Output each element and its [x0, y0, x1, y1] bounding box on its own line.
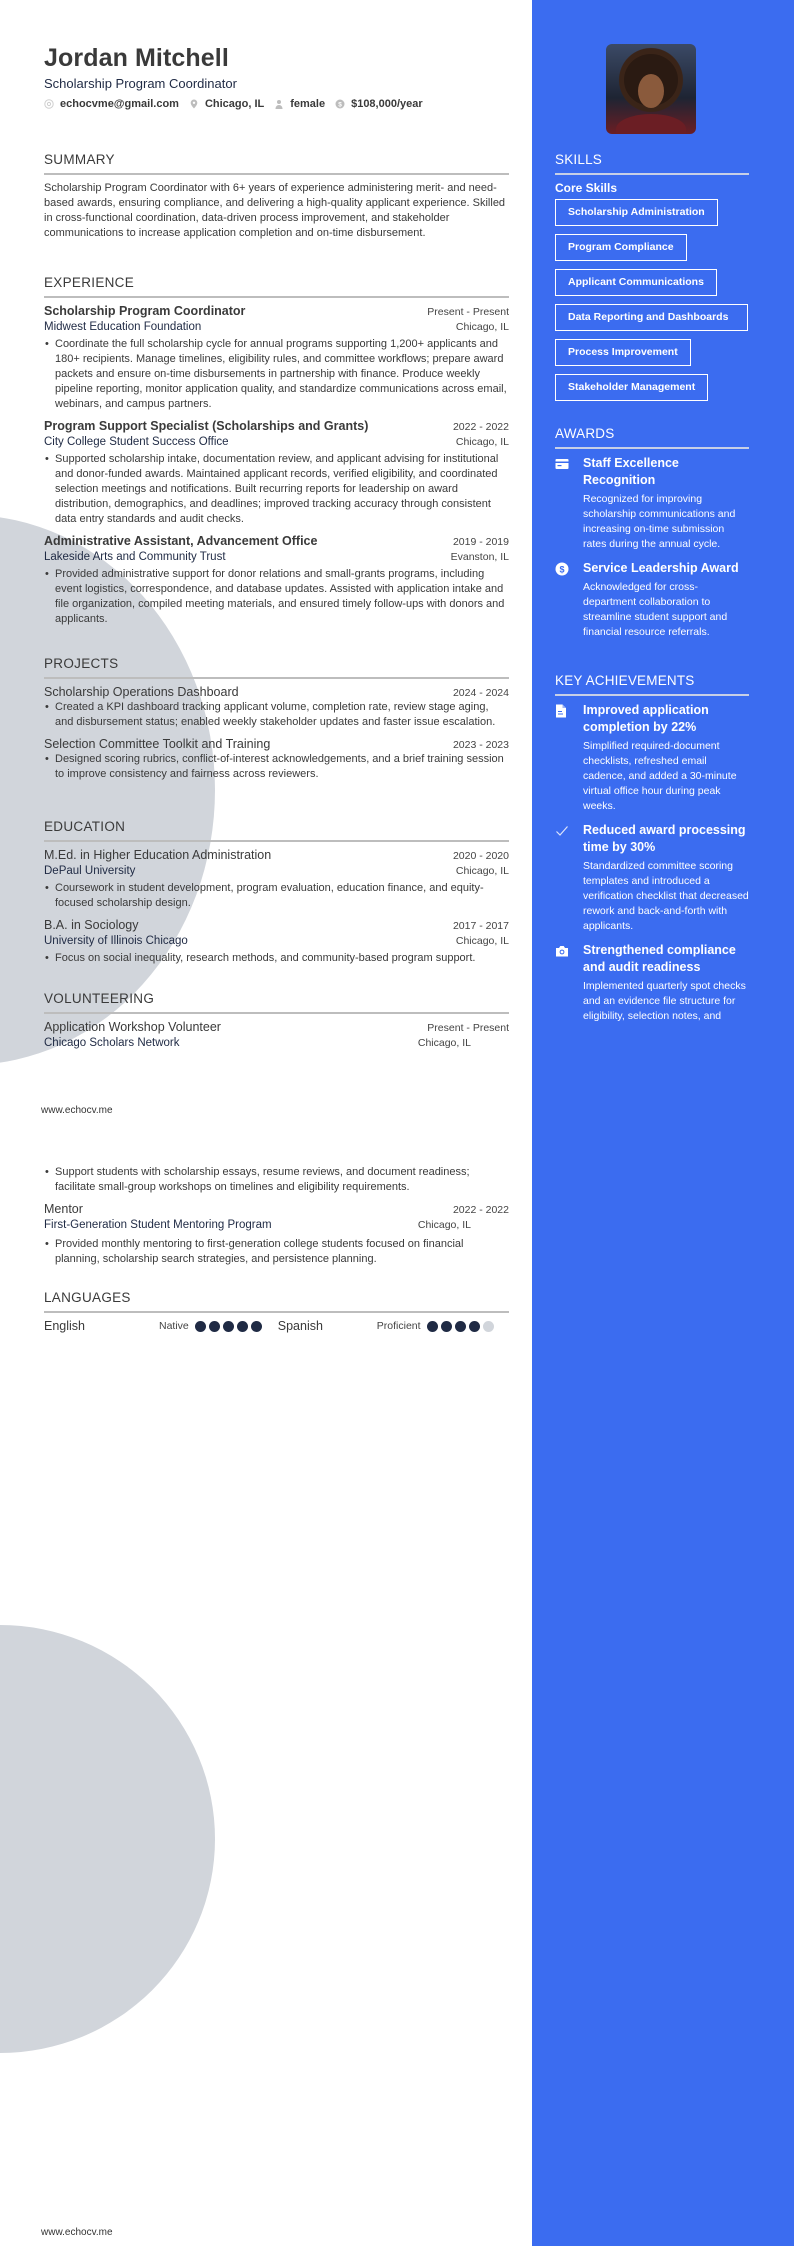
money-icon — [335, 99, 345, 109]
volunteer-bullet: • Provided monthly mentoring to first-generation college students focused on financial planning, scholarship search strategies, and persistence planning. — [44, 1237, 509, 1267]
awards-section — [555, 426, 749, 648]
skills-subtitle: Core Skills — [555, 181, 618, 195]
employer: City College Student Success Office — [44, 436, 229, 448]
award-description: Recognized for improving scholarship communications and increasing on-time submission rates during the annual cycle. — [583, 493, 736, 550]
dot-filled — [223, 1321, 234, 1332]
job-bullet: • Supported scholarship intake, documentation review, and applicant advising for institutional and donor-funded awards. Maintained applicant records, verified eligibility, and coordinated selection meetings and notifications. Built recurring reports for leadership on award distribution, demographics, and deadlines; improved tracking accuracy through consistent data entry standards and audit checks. — [44, 452, 509, 527]
volunteer-entry — [44, 1202, 509, 1267]
volunteer-org: First-Generation Student Mentoring Program — [44, 1219, 272, 1231]
section-title: VOLUNTEERING — [44, 991, 509, 1014]
proficiency-dots — [427, 1321, 494, 1332]
svg-text:$: $ — [338, 101, 342, 109]
school: University of Illinois Chicago — [44, 935, 188, 947]
achievement-item — [555, 822, 749, 934]
dot-filled — [237, 1321, 248, 1332]
volunteering-continued — [44, 1165, 509, 1274]
languages-row — [44, 1319, 509, 1333]
award-item — [555, 455, 749, 552]
job-title: Administrative Assistant, Advancement Office — [44, 534, 318, 548]
employer: Midwest Education Foundation — [44, 321, 202, 333]
footer-url[interactable]: www.echocv.me — [41, 2227, 113, 2238]
project-title: Selection Committee Toolkit and Training — [44, 737, 271, 751]
project-entry — [44, 737, 509, 782]
job-bullet: • Provided administrative support for donor relations and small-grants programs, including event logistics, correspondence, and database updates. Assisted with application intake and file organization, compiled meeting materials, and ensured timely follow-ups with donors and applicants. — [44, 567, 509, 627]
experience-section — [44, 275, 509, 634]
employer: Lakeside Arts and Community Trust — [44, 551, 226, 563]
achievement-description: Standardized committee scoring templates and introduced a verification checklist that decreased rework and back-and-forth with applicants. — [583, 860, 749, 932]
at-icon — [44, 99, 54, 109]
volunteer-role: Application Workshop Volunteer — [44, 1020, 221, 1034]
section-title: KEY ACHIEVEMENTS — [555, 673, 749, 696]
skills-section — [555, 152, 749, 409]
volunteer-role: Mentor — [44, 1202, 83, 1216]
summary-section — [44, 152, 509, 241]
section-title: EDUCATION — [44, 819, 509, 842]
award-title: Staff Excellence Recognition — [583, 456, 679, 487]
achievement-title: Reduced award processing time by 30% — [583, 823, 746, 854]
contact-gender: female — [274, 98, 325, 110]
job-dates: 2019 - 2019 — [452, 536, 509, 548]
job-location: Chicago, IL — [455, 321, 509, 333]
summary-text: Scholarship Program Coordinator with 6+ years of experience administering merit- and need-based awards, ensuring compliance, and delivering a high-quality applicant experience. Skilled in cross-functional coordination, data-driven process improvement, and stakeholder communications to increase application completion and on-time disbursement. — [44, 182, 506, 239]
volunteer-location: Chicago, IL — [417, 1219, 471, 1231]
school: DePaul University — [44, 865, 136, 877]
dot-filled — [455, 1321, 466, 1332]
education-bullet: • Coursework in student development, program evaluation, education finance, and equity-focused scholarship design. — [44, 881, 509, 911]
section-title: EXPERIENCE — [44, 275, 509, 298]
footer-url[interactable]: www.echocv.me — [41, 1105, 113, 1116]
volunteer-bullet: • Support students with scholarship essays, resume reviews, and document readiness; facilitate small-group workshops on timelines and eligibility requirements. — [44, 1165, 509, 1195]
degree: M.Ed. in Higher Education Administration — [44, 848, 272, 862]
contact-location: Chicago, IL — [189, 98, 264, 110]
project-bullet: • Designed scoring rubrics, conflict-of-interest acknowledgements, and a brief training session to improve consistency and fairness across reviewers. — [44, 752, 509, 782]
achievements-section — [555, 673, 749, 1032]
volunteer-org: Chicago Scholars Network — [44, 1037, 180, 1049]
school-location: Chicago, IL — [455, 865, 509, 877]
experience-entry — [44, 534, 509, 627]
job-bullet: • Coordinate the full scholarship cycle for annual programs supporting 1,200+ applicants and 180+ recipients. Manage timelines, eligibility rules, and committee workflows; prepare award packets and ensure on-time disbursements in partnership with finance. Produce weekly pipeline reporting, monitor application quality, and standardize communications across email, webinars, and campus partners. — [44, 337, 509, 412]
location-pin-icon — [189, 99, 199, 109]
achievement-title: Strengthened compliance and audit readiness — [583, 943, 736, 974]
volunteering-section — [44, 991, 509, 1049]
school-location: Chicago, IL — [455, 935, 509, 947]
project-dates: 2024 - 2024 — [452, 687, 509, 699]
dollar-icon — [555, 560, 571, 640]
experience-entry — [44, 304, 509, 412]
education-section — [44, 819, 509, 973]
section-title: PROJECTS — [44, 656, 509, 679]
camera-icon — [555, 942, 571, 1024]
dot-empty — [483, 1321, 494, 1332]
profile-photo — [606, 44, 696, 134]
education-entry — [44, 848, 509, 911]
card-icon — [555, 455, 571, 552]
resume-header — [44, 44, 509, 110]
achievement-title: Improved application completion by 22% — [583, 703, 709, 734]
skill-tag: Process Improvement — [555, 339, 691, 366]
skill-tag: Scholarship Administration — [555, 199, 718, 226]
project-bullet: • Created a KPI dashboard tracking applicant volume, completion rate, review stage aging, and disbursement status; enabled weekly stakeholder updates and faster issue escalation. — [44, 700, 509, 730]
skill-tag: Data Reporting and Dashboards — [555, 304, 748, 331]
candidate-role: Scholarship Program Coordinator — [44, 76, 237, 91]
project-entry — [44, 685, 509, 730]
dot-filled — [209, 1321, 220, 1332]
section-title: AWARDS — [555, 426, 749, 449]
section-title: LANGUAGES — [44, 1290, 509, 1313]
job-title: Program Support Specialist (Scholarships and Grants) — [44, 419, 369, 433]
job-location: Chicago, IL — [455, 436, 509, 448]
award-title: Service Leadership Award — [583, 561, 739, 575]
proficiency-dots — [195, 1321, 262, 1332]
decorative-circle — [0, 1625, 215, 2053]
dot-filled — [251, 1321, 262, 1332]
project-dates: 2023 - 2023 — [452, 739, 509, 751]
award-item — [555, 560, 749, 640]
skill-tag: Program Compliance — [555, 234, 687, 261]
achievement-description: Implemented quarterly spot checks and an evidence file structure for eligibility, selection notes, and — [583, 980, 746, 1022]
contact-salary: $ $108,000/year — [335, 98, 423, 110]
volunteer-dates: 2022 - 2022 — [452, 1204, 509, 1216]
dot-filled — [469, 1321, 480, 1332]
dot-filled — [427, 1321, 438, 1332]
skill-tag: Stakeholder Management — [555, 374, 708, 401]
skill-tag: Applicant Communications — [555, 269, 717, 296]
job-dates: 2022 - 2022 — [452, 421, 509, 433]
svg-text:$: $ — [559, 564, 565, 575]
award-description: Acknowledged for cross-department collaboration to streamline student support and financial resource referrals. — [583, 581, 728, 638]
education-dates: 2020 - 2020 — [452, 850, 509, 862]
document-icon — [555, 702, 571, 814]
job-dates: Present - Present — [427, 306, 509, 318]
job-title: Scholarship Program Coordinator — [44, 304, 246, 318]
projects-section — [44, 656, 509, 789]
achievement-item — [555, 942, 749, 1024]
languages-section — [44, 1290, 509, 1333]
section-title: SUMMARY — [44, 152, 509, 175]
degree: B.A. in Sociology — [44, 918, 139, 932]
achievement-item — [555, 702, 749, 814]
contact-email: echocvme@gmail.com — [44, 98, 179, 110]
volunteer-location: Chicago, IL — [417, 1037, 471, 1049]
project-title: Scholarship Operations Dashboard — [44, 685, 239, 699]
dot-filled — [441, 1321, 452, 1332]
sidebar-background — [532, 1123, 794, 2246]
candidate-name: Jordan Mitchell — [44, 44, 229, 72]
language-name: Spanish — [277, 1319, 323, 1333]
achievement-description: Simplified required-document checklists, refreshed email cadence, and added a 30-minute virtual office hour during peak weeks. — [583, 740, 737, 812]
check-icon — [555, 822, 571, 934]
dot-filled — [195, 1321, 206, 1332]
education-entry — [44, 918, 509, 966]
section-title: SKILLS — [555, 152, 749, 175]
person-icon — [274, 99, 284, 109]
language-name: English — [44, 1319, 85, 1333]
volunteer-dates: Present - Present — [427, 1022, 509, 1034]
language-level: Native — [159, 1320, 189, 1332]
resume-page-2 — [0, 1123, 794, 2246]
education-bullet: • Focus on social inequality, research methods, and community-based program support. — [44, 951, 509, 966]
language-level: Proficient — [376, 1320, 421, 1332]
job-location: Evanston, IL — [450, 551, 509, 563]
education-dates: 2017 - 2017 — [452, 920, 509, 932]
contact-line — [44, 98, 509, 110]
experience-entry — [44, 419, 509, 527]
